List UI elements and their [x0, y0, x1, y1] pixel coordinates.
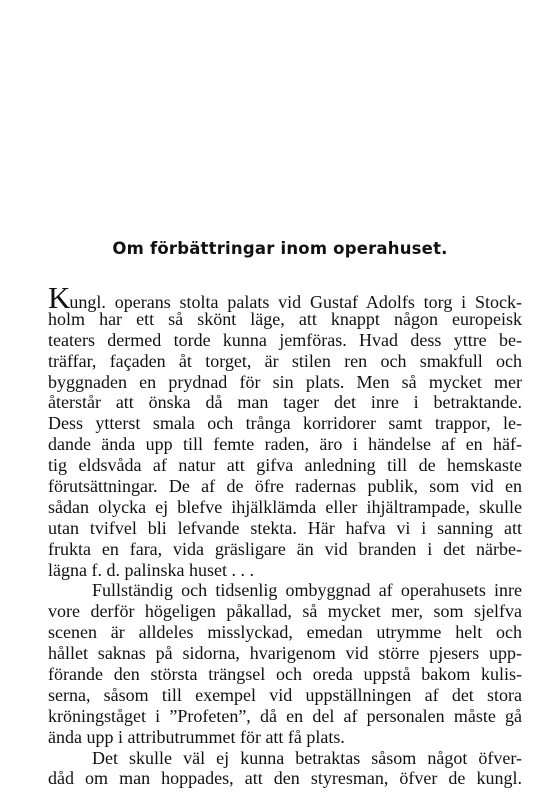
text-line: träffar, façaden åt torget, är stilen ren och smakfull och — [48, 350, 522, 371]
text-line: scenen är alldeles misslyckad, emedan utrymme helt och — [48, 622, 522, 643]
text-line: dande ända upp till femte raden, äro i händelse af en häf- — [48, 434, 522, 455]
text-line-paragraph-start: Fullständig och tidsenlig ombyggnad af operahusets inre — [92, 580, 522, 601]
text-line: byggnaden en prydnad för sin plats. Men så mycket mer — [48, 371, 522, 392]
body-text — [48, 280, 522, 789]
text-line: holm har ett så skönt läge, att knappt någon europeisk — [48, 308, 522, 329]
page-heading: Om förbättringar inom operahuset. — [112, 239, 448, 258]
text-line: serna, såsom till exempel vid uppställningen af det stora — [48, 684, 522, 705]
text-line: förande den största trängsel och oreda uppstå bakom kulis- — [48, 664, 522, 685]
text-line: återstår att önska då man tager det inre i betraktande. — [48, 392, 522, 413]
text-line: lägna f. d. palinska huset . . . — [48, 559, 254, 580]
text-line: tig eldsvåda af natur att gifva anledning till de hemskaste — [48, 455, 522, 476]
text-line: vore derför högeligen påkallad, så mycket mer, som sjelfva — [48, 601, 522, 622]
text-line: hållet saknas på sidorna, hvarigenom vid större pjesers upp- — [48, 643, 522, 664]
text-line-1-rest: ungl. operans stolta palats vid Gustaf Adolfs torg i Stock- — [69, 292, 522, 312]
text-line: förutsättningar. De af de öfre radernas publik, som vid en — [48, 476, 522, 497]
text-line-1 — [48, 280, 522, 315]
text-line: sådan olycka ej blefve ihjälklämda eller ihjältrampade, skulle — [48, 496, 522, 517]
text-line: utan tvifvel bli lefvande stekta. Här hafva vi i sanning att — [48, 517, 522, 538]
text-line: Dess ytterst smala och trånga korridorer samt trappor, le- — [48, 413, 522, 434]
text-line: ända upp i attributrummet för att få plats. — [48, 726, 345, 747]
text-line: dåd om man hoppades, att den styresman, öfver de kungl. — [48, 768, 522, 789]
text-line: teaters dermed torde kunna jemföras. Hvad dess yttre be- — [48, 329, 522, 350]
initial-letter: K — [48, 280, 70, 315]
text-line: kröningståget i ”Profeten”, då en del af personalen måste gå — [48, 705, 522, 726]
text-line: frukta en fara, vida gräsligare än vid branden i det närbe- — [48, 538, 522, 559]
text-line-paragraph-start: Det skulle väl ej kunna betraktas såsom något öfver- — [92, 747, 522, 768]
